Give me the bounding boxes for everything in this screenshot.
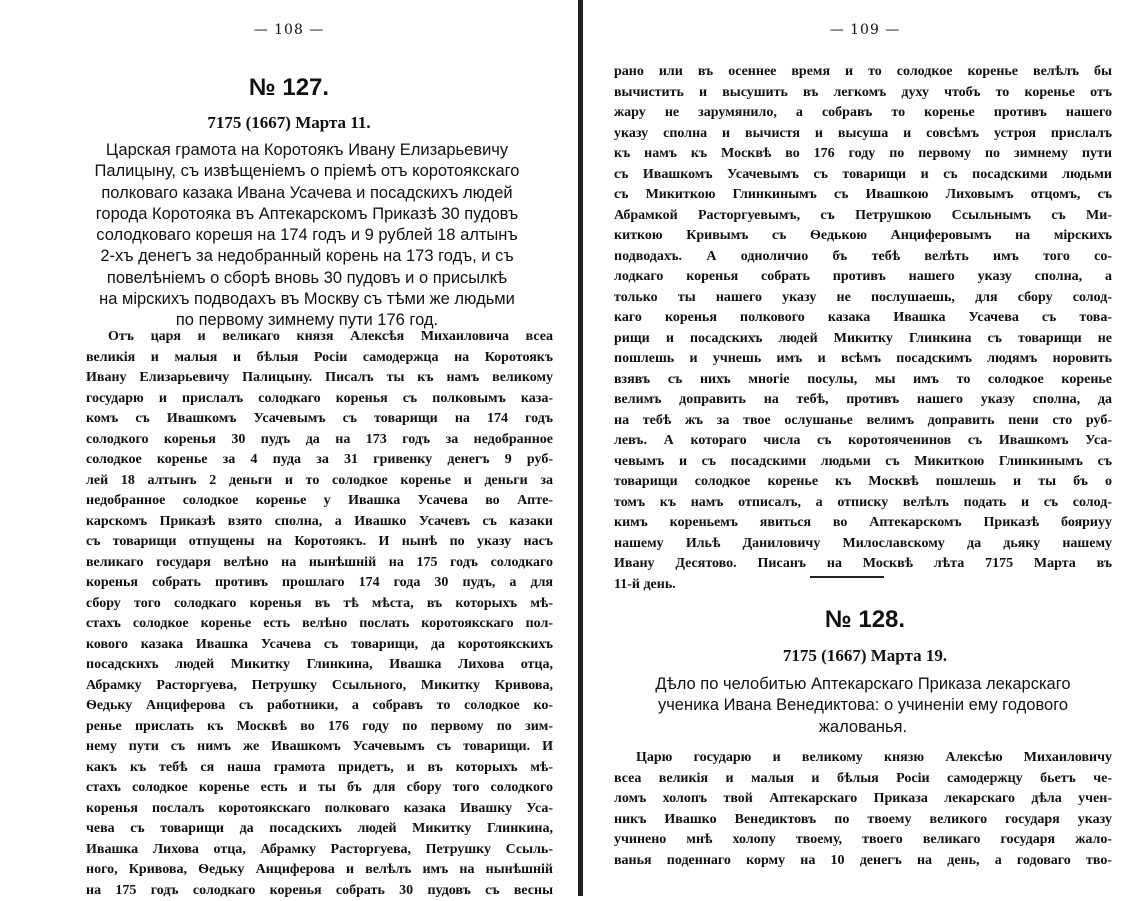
document-body: [614, 748, 1112, 871]
text-line: подводахъ. А одноличио бъ тебѣ велѣть имъ того со-: [614, 247, 1112, 268]
page-number: — 109 —: [590, 22, 1140, 38]
text-line: недобранное солодкое коренье у Ивашка Усачева во Апте-: [86, 491, 553, 512]
text-line: велимъ доправить на тебѣ, противъ нашего указу сполна, да: [614, 390, 1112, 411]
text-line: кимъ кореньемъ явиться во Аптекарскомъ Приказѣ бояриyу: [614, 513, 1112, 534]
text-line: комъ съ Ивашкомъ Усачевымъ съ товарищи на 174 годъ: [86, 409, 553, 430]
text-line: солодкое коренье за 4 пуда за 31 гривенку денегъ 9 руб-: [86, 450, 553, 471]
text-line: какъ къ тебѣ ся наша грамота придетъ, и въ которыхъ мѣ-: [86, 758, 553, 779]
text-line: съ Ивашкомъ Усачевымъ съ товарищи и съ посадскими людьми: [614, 165, 1112, 186]
text-line: чева съ товарищи да посадскихъ людей Микитку Глинкина,: [86, 819, 553, 840]
text-line: кового казака Ивашка Усачева съ товарищи, да коротоякскихъ: [86, 635, 553, 656]
text-line: томъ къ намъ отписалъ, а отписку велѣлъ подать и съ солод-: [614, 493, 1112, 514]
text-line: Отъ царя и великаго князя Алексѣя Михаиловича всеа: [86, 327, 553, 348]
text-line: государю и прислалъ солодкаго коренья съ полковымъ каза-: [86, 389, 553, 410]
text-line: киткою Кривымъ съ Ѳедькою Анциферовымъ на мірскихъ: [614, 226, 1112, 247]
document-number: № 127.: [0, 74, 578, 102]
text-line: каго коренья полкового казака Ивашка Усачева съ това-: [614, 308, 1112, 329]
book-spine: [578, 0, 583, 896]
text-line: 11-й день.: [614, 575, 1112, 596]
text-line: къ намъ къ Москвѣ во 176 году по первому по зимнему пути: [614, 144, 1112, 165]
text-line: Ивашка Лихова отца, Абрамку Расторгуева, Петрушку Ссыль-: [86, 840, 553, 861]
text-line: Царю государю и великому князю Алексѣю Михаиловичу: [614, 748, 1112, 769]
text-line: на мірскихъ подводахъ въ Москву съ тѣми же людьми: [62, 289, 552, 310]
text-line: ренье прислать къ Москвѣ во 176 году по первому по зим-: [86, 717, 553, 738]
text-line: съ товарищи отпущены на Коротоякъ. И нынѣ по указу насъ: [86, 532, 553, 553]
text-line: нему пути съ нимъ же Ивашкомъ Усачевымъ съ товарищи. И: [86, 737, 553, 758]
text-line: нашему Ильѣ Даниловичу Милославскому да дьяку нашему: [614, 534, 1112, 555]
page-number: — 108 —: [0, 22, 578, 38]
text-line: по первому зимнему пути 176 год.: [62, 310, 552, 331]
text-line: коренья послалъ коротоякскаго полковаго казака Ивашку Уса-: [86, 799, 553, 820]
text-line: стахъ солодкое коренье есть и ты бъ для сбору того солодкого: [86, 778, 553, 799]
text-line: коренья собрать противъ прошлаго 174 года 30 пудъ, а для: [86, 573, 553, 594]
text-line: учинено мнѣ холопу твоему, твоего великаго государя жало-: [614, 830, 1112, 851]
right-page: [590, 0, 1140, 896]
text-line: сбору того солодкаго коренья въ тѣ мѣста, въ которыхъ мѣ-: [86, 594, 553, 615]
text-line: чевымъ и съ посадскими людьми съ Микиткою Глинкинымъ съ: [614, 452, 1112, 473]
text-line: Абрамку Расторгуева, Петрушку Ссыльного, Микитку Кривова,: [86, 676, 553, 697]
text-line: всеа великія и малыя и бѣлыя Росіи самодержцу бьетъ че-: [614, 769, 1112, 790]
text-line: жару не зарумянило, а собравъ то коренье противъ нашего: [614, 103, 1112, 124]
text-line: города Коротояка въ Аптекарскомъ Приказѣ 30 пудовъ: [62, 204, 552, 225]
text-line: Царская грамота на Коротоякъ Ивану Елизарьевичу: [62, 140, 552, 161]
text-line: Ѳедьку Анциферова съ работники, а собравъ то солодкое ко-: [86, 696, 553, 717]
text-line: Палицыну, съ извѣщеніемъ о пріемѣ отъ коротоякскаго: [62, 161, 552, 182]
text-line: ломъ холопъ твой Аптекарскаго Приказа лекарскаго дѣла учен-: [614, 789, 1112, 810]
text-line: вычистить и высушить въ легкомъ духу чтобъ то коренье отъ: [614, 83, 1112, 104]
document-title: [62, 140, 552, 332]
text-line: только ты нашего указу не послушаешь, для сбору солод-: [614, 288, 1112, 309]
section-divider: [810, 576, 884, 578]
text-line: на 175 годъ солодкаго коренья собрать 30 пудовъ съ весны: [86, 881, 553, 901]
text-line: солодкого коренья 30 пудъ да на 173 годъ за недобранное: [86, 430, 553, 451]
text-line: Дѣло по челобитью Аптекарскаго Приказа лекарскаго: [614, 674, 1112, 695]
text-line: повелѣніемъ о сборѣ вновь 30 пудовъ и о присылкѣ: [62, 268, 552, 289]
text-line: ного, Кривова, Ѳедьку Анциферова и велѣлъ имъ на нынѣшній: [86, 860, 553, 881]
text-line: никъ Ивашко Венедиктовъ по твоему великого государя указу: [614, 810, 1112, 831]
document-number: № 128.: [590, 606, 1140, 634]
text-line: посадскихъ людей Микитку Глинкина, Ивашка Лихова отца,: [86, 655, 553, 676]
text-line: лодкаго коренья собрать противъ нашего указу сполна, а: [614, 267, 1112, 288]
text-line: полковаго казака Ивана Усачева и посадскихъ людей: [62, 183, 552, 204]
document-date: 7175 (1667) Марта 19.: [590, 646, 1140, 666]
text-line: взявъ съ нихъ многіе посулы, мы имъ то солодкое коренье: [614, 370, 1112, 391]
text-line: указу сполна и вычистя и высуша и совсѣмъ устроя прислалъ: [614, 124, 1112, 145]
text-line: великія и малыя и бѣлыя Росіи самодержца на Коротоякъ: [86, 348, 553, 369]
text-line: рано или въ осеннее время и то солодкое коренье велѣлъ бы: [614, 62, 1112, 83]
text-line: Ивану Елизарьевичу Палицыну. Писалъ ты къ намъ великому: [86, 368, 553, 389]
document-title: [614, 674, 1112, 738]
text-line: Ивану Десятово. Писанъ на Москвѣ лѣта 7175 Марта въ: [614, 554, 1112, 575]
text-line: левъ. А котораго числа съ коротояченинов съ Ивашкомъ Уса-: [614, 431, 1112, 452]
text-line: ученика Ивана Венедиктова: о учиненіи ему годового: [614, 695, 1112, 716]
text-line: ванья поденнаго корму на 10 денегъ на день, а годоваго тво-: [614, 851, 1112, 872]
text-line: пошлешь и учнешь имъ и всѣмъ посадскимъ людямъ норовить: [614, 349, 1112, 370]
text-line: великаго государя велѣно на нынѣшній на 175 годъ солодкаго: [86, 553, 553, 574]
text-line: 2-хъ денегъ за недобранный корень на 173 годъ, и съ: [62, 246, 552, 267]
text-line: съ Микиткою Глинкинымъ съ Ивашкою Лиховымъ отцомъ, съ: [614, 185, 1112, 206]
document-body-continued: [614, 62, 1112, 595]
text-line: рищи и посадскихъ людей Микитку Глинкина съ товарищи не: [614, 329, 1112, 350]
text-line: жалованья.: [614, 717, 1112, 738]
document-date: 7175 (1667) Марта 11.: [0, 113, 578, 133]
text-line: солодковаго корешя на 174 годъ и 9 рублей 18 алтынъ: [62, 225, 552, 246]
text-line: лей 18 алтынъ 2 деньги и то солодкое коренье и деньги за: [86, 471, 553, 492]
text-line: на тебѣ жъ за твое ослушанье велимъ доправить пени сто руб-: [614, 411, 1112, 432]
text-line: товарищи солодкое коренье къ Москвѣ пошлешь и ты бъ о: [614, 472, 1112, 493]
text-line: карскомъ Приказѣ взято сполна, а Ивашко Усачевъ съ казаки: [86, 512, 553, 533]
text-line: Абрамкой Расторгуевымъ, съ Петрушкою Ссыльнымъ съ Ми-: [614, 206, 1112, 227]
text-line: стахъ солодкое коренье есть велѣно послать коротоякскаго пол-: [86, 614, 553, 635]
document-body: [86, 327, 553, 901]
